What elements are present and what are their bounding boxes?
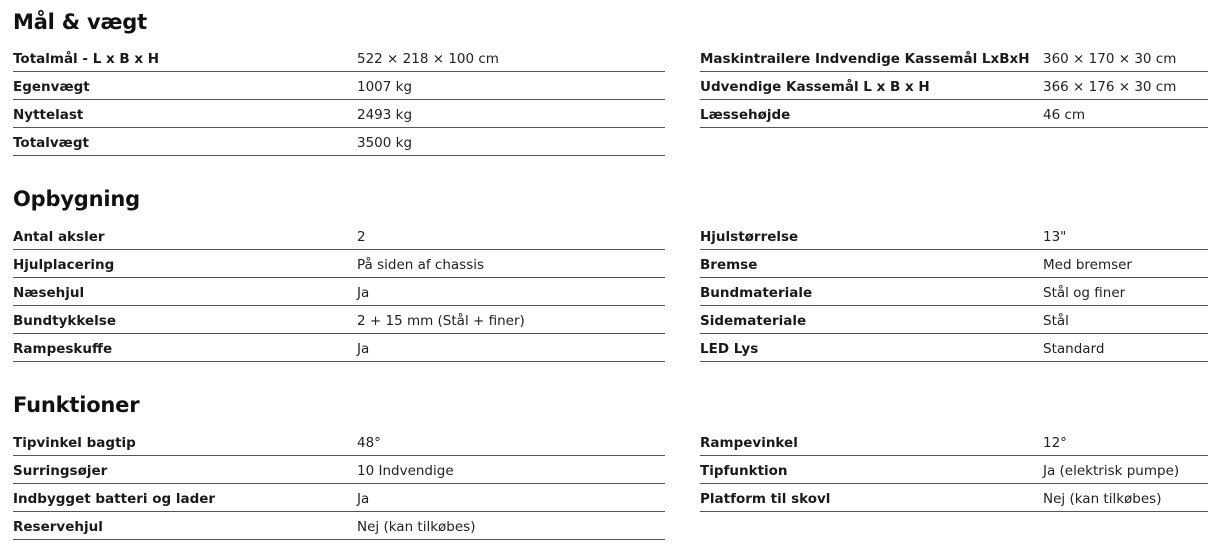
spec-label: Næsehjul xyxy=(13,285,85,301)
spec-label: Totalvægt xyxy=(13,135,89,151)
spec-column-left xyxy=(13,222,665,362)
spec-value: 2493 kg xyxy=(357,107,413,123)
spec-row xyxy=(700,44,1208,72)
spec-value: 10 Indvendige xyxy=(357,463,454,479)
section-title: Funktioner xyxy=(13,393,140,417)
spec-row xyxy=(13,128,665,156)
spec-value: 360 × 170 × 30 cm xyxy=(1043,51,1177,67)
spec-value: 3500 kg xyxy=(357,135,413,151)
spec-label: Hjulplacering xyxy=(13,257,115,273)
spec-value: 13" xyxy=(1043,229,1067,245)
spec-row xyxy=(700,278,1208,306)
spec-label: Maskintrailere Indvendige Kassemål LxBxH xyxy=(700,51,1030,67)
spec-column-left xyxy=(13,428,665,540)
spec-row xyxy=(13,250,665,278)
spec-label: Antal aksler xyxy=(13,229,105,245)
spec-row xyxy=(700,484,1208,512)
spec-row xyxy=(700,72,1208,100)
spec-label: Bundmateriale xyxy=(700,285,813,301)
spec-label: Rampeskuffe xyxy=(13,341,113,357)
spec-label: Udvendige Kassemål L x B x H xyxy=(700,79,930,95)
spec-value: Stål og finer xyxy=(1043,285,1126,301)
spec-value: 2 + 15 mm (Stål + finer) xyxy=(357,313,525,329)
spec-value: 1007 kg xyxy=(357,79,413,95)
spec-row xyxy=(700,456,1208,484)
spec-value: Stål xyxy=(1043,313,1069,329)
spec-value: Ja xyxy=(357,285,370,301)
spec-column-right xyxy=(700,44,1208,128)
spec-label: Læssehøjde xyxy=(700,107,791,123)
spec-label: Egenvægt xyxy=(13,79,90,95)
spec-value: 522 × 218 × 100 cm xyxy=(357,51,499,67)
spec-value: Ja xyxy=(357,341,370,357)
spec-row xyxy=(13,306,665,334)
spec-label: Bundtykkelse xyxy=(13,313,116,329)
spec-value: 12° xyxy=(1043,435,1067,451)
spec-label: Indbygget batteri og lader xyxy=(13,491,216,507)
spec-value: Nej (kan tilkøbes) xyxy=(1043,491,1162,507)
spec-row xyxy=(13,278,665,306)
spec-row xyxy=(700,250,1208,278)
spec-value: Standard xyxy=(1043,341,1105,357)
spec-column-right xyxy=(700,428,1208,512)
spec-label: Reservehjul xyxy=(13,519,103,535)
spec-row xyxy=(13,44,665,72)
spec-label: Nyttelast xyxy=(13,107,84,123)
spec-label: LED Lys xyxy=(700,341,759,357)
spec-row xyxy=(700,306,1208,334)
spec-value: 48° xyxy=(357,435,381,451)
spec-label: Hjulstørrelse xyxy=(700,229,799,245)
spec-row xyxy=(13,100,665,128)
spec-label: Tipvinkel bagtip xyxy=(13,435,136,451)
spec-label: Surringsøjer xyxy=(13,463,108,479)
spec-row xyxy=(13,334,665,362)
spec-label: Totalmål - L x B x H xyxy=(13,51,160,67)
spec-row xyxy=(13,484,665,512)
spec-value: Nej (kan tilkøbes) xyxy=(357,519,476,535)
spec-row xyxy=(13,222,665,250)
spec-label: Platform til skovl xyxy=(700,491,831,507)
spec-column-right xyxy=(700,222,1208,362)
spec-row xyxy=(13,428,665,456)
spec-value: Ja xyxy=(357,491,370,507)
spec-row xyxy=(700,100,1208,128)
spec-label: Bremse xyxy=(700,257,758,273)
spec-value: 2 xyxy=(357,229,366,245)
spec-value: 366 × 176 × 30 cm xyxy=(1043,79,1177,95)
spec-value: På siden af chassis xyxy=(357,257,485,273)
spec-row xyxy=(700,428,1208,456)
spec-row xyxy=(13,512,665,540)
spec-row xyxy=(13,456,665,484)
spec-column-left xyxy=(13,44,665,156)
section-title: Opbygning xyxy=(13,187,140,211)
spec-label: Sidemateriale xyxy=(700,313,807,329)
spec-row xyxy=(700,334,1208,362)
spec-value: Ja (elektrisk pumpe) xyxy=(1043,463,1180,479)
spec-value: 46 cm xyxy=(1043,107,1086,123)
spec-row xyxy=(13,72,665,100)
spec-value: Med bremser xyxy=(1043,257,1132,273)
section-title: Mål & vægt xyxy=(13,10,147,34)
spec-label: Tipfunktion xyxy=(700,463,788,479)
spec-label: Rampevinkel xyxy=(700,435,798,451)
spec-row xyxy=(700,222,1208,250)
